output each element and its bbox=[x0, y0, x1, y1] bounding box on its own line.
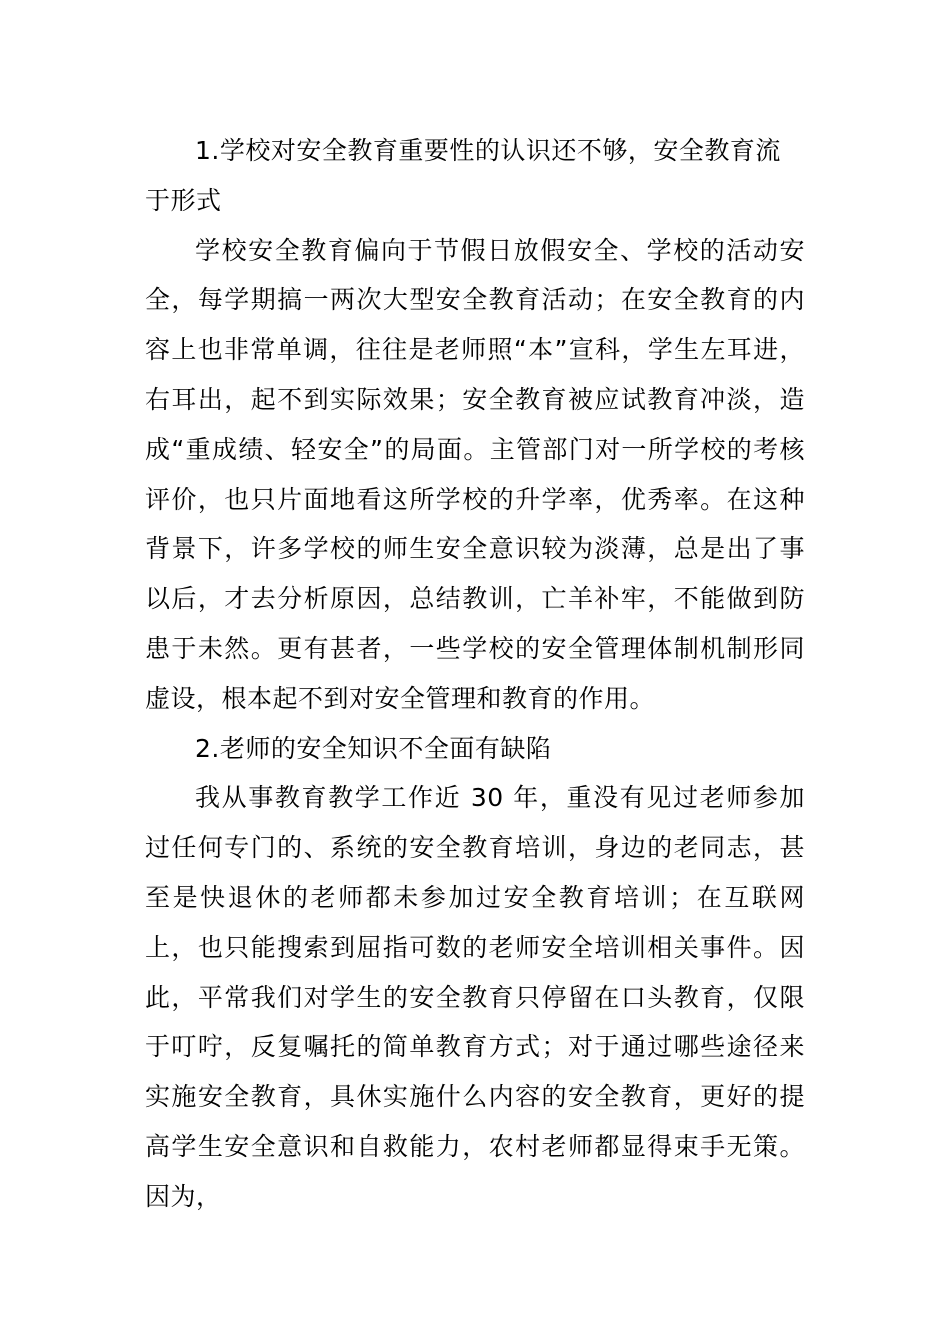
document-page bbox=[145, 126, 805, 1222]
body-paragraph-1: 学校安全教育偏向于节假日放假安全、学校的活动安全，每学期搞一两次大型安全教育活动；在安全教育的内容上也非常单调，往往是老师照“本”宣科，学生左耳进，右耳出，起不到实际效果；安全教育被应试教育冲淡，造成“重成绩、轻安全”的局面。主管部门对一所学校的考核评价，也只片面地看这所学校的升学率，优秀率。在这种背景下，许多学校的师生安全意识较为淡薄，总是出了事以后，才去分析原因，总结教训，亡羊补牢，不能做到防患于未然。更有甚者，一些学校的安全管理体制机制形同虚设，根本起不到对安全管理和教育的作用。 bbox=[145, 235, 805, 713]
section-heading-2: 2.老师的安全知识不全面有缺陷 bbox=[195, 733, 552, 763]
section-heading-1: 1.学校对安全教育重要性的认识还不够，安全教育流于形式 bbox=[145, 136, 781, 215]
body-paragraph-2: 我从事教育教学工作近 30 年，重没有见过老师参加过任何专门的、系统的安全教育培训，身边的老同志，甚至是快退休的老师都未参加过安全教育培训；在互联网上，也只能搜索到屈指可数的老师安全培训相关事件。因此，平常我们对学生的安全教育只停留在口头教育，仅限于叮咛，反复嘱托的简单教育方式；对于通过哪些途径来实施安全教育，具休实施什么内容的安全教育，更好的提高学生安全意识和自救能力，农村老师都显得束手无策。因为， bbox=[145, 783, 805, 1211]
